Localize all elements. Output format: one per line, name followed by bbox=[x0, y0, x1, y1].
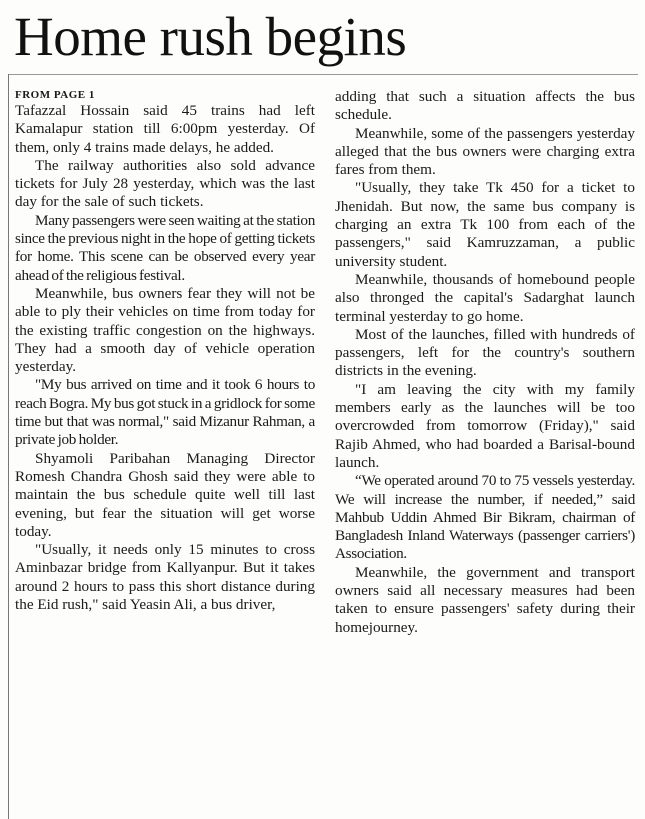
paragraph: Tafazzal Hossain said 45 trains had left Kamalapur station till 6:00pm yesterday. Of them, only 4 trains made delays, he added. bbox=[15, 102, 315, 156]
column-rule-left bbox=[8, 74, 9, 819]
paragraph: Meanwhile, the government and transport owners said all necessary measures had been taken to ensure passengers' safety during their homejourney. bbox=[335, 563, 635, 636]
paragraph: "Usually, it needs only 15 minutes to cross Aminbazar bridge from Kallyanpur. But it takes around 2 hours to pass this short distance during the Eid rush," said Yeasin Ali, a bus driver, bbox=[15, 541, 315, 614]
paragraph: "I am leaving the city with my family members early as the launches will be too overcrowded from tomorrow (Friday)," said Rajib Ahmed, who had boarded a Barisal-bound launch. bbox=[335, 380, 635, 471]
paragraph: Shyamoli Paribahan Managing Director Romesh Chandra Ghosh said they were able to maintain the bus schedule quite well till last evening, but fear the situation will get worse today. bbox=[15, 449, 315, 540]
column-rule-top bbox=[8, 74, 638, 75]
paragraph: Meanwhile, some of the passengers yesterday alleged that the bus owners were charging extra fares from them. bbox=[335, 124, 635, 179]
paragraph: "Usually, they take Tk 450 for a ticket to Jhenidah. But now, the same bus company is charging an extra Tk 100 from each of the passengers," said Kamruzzaman, a public university student. bbox=[335, 179, 635, 270]
article-column-right bbox=[335, 88, 635, 637]
paragraph: "My bus arrived on time and it took 6 hours to reach Bogra. My bus got stuck in a gridlock for some time but that was normal," said Mizanur Rahman, a private job holder. bbox=[15, 376, 315, 449]
paragraph: Meanwhile, bus owners fear they will not be able to ply their vehicles on time from today for the existing traffic congestion on the highways. They had a smooth day of vehicle operation yesterday. bbox=[15, 284, 315, 376]
paragraph: Many passengers were seen waiting at the station since the previous night in the hope of getting tickets for home. This scene can be observed every year ahead of the religious festival. bbox=[15, 211, 315, 284]
dateline: FROM PAGE 1 bbox=[15, 89, 95, 101]
paragraph: Meanwhile, thousands of homebound people also thronged the capital's Sadarghat launch terminal yesterday to go home. bbox=[335, 270, 635, 325]
paragraph: adding that such a situation affects the bus schedule. bbox=[335, 88, 635, 124]
paragraph: The railway authorities also sold advance tickets for July 28 yesterday, which was the last day for the sale of such tickets. bbox=[15, 156, 315, 211]
paragraph: “We operated around 70 to 75 vessels yesterday. We will increase the number, if needed,” said Mahbub Uddin Ahmed Bir Bikram, chairman of Bangladesh Inland Waterways (passenger carriers') Association. bbox=[335, 472, 635, 563]
paragraph: Most of the launches, filled with hundreds of passengers, left for the country's southern districts in the evening. bbox=[335, 325, 635, 380]
headline: Home rush begins bbox=[14, 6, 407, 67]
article-column-left bbox=[15, 88, 315, 614]
